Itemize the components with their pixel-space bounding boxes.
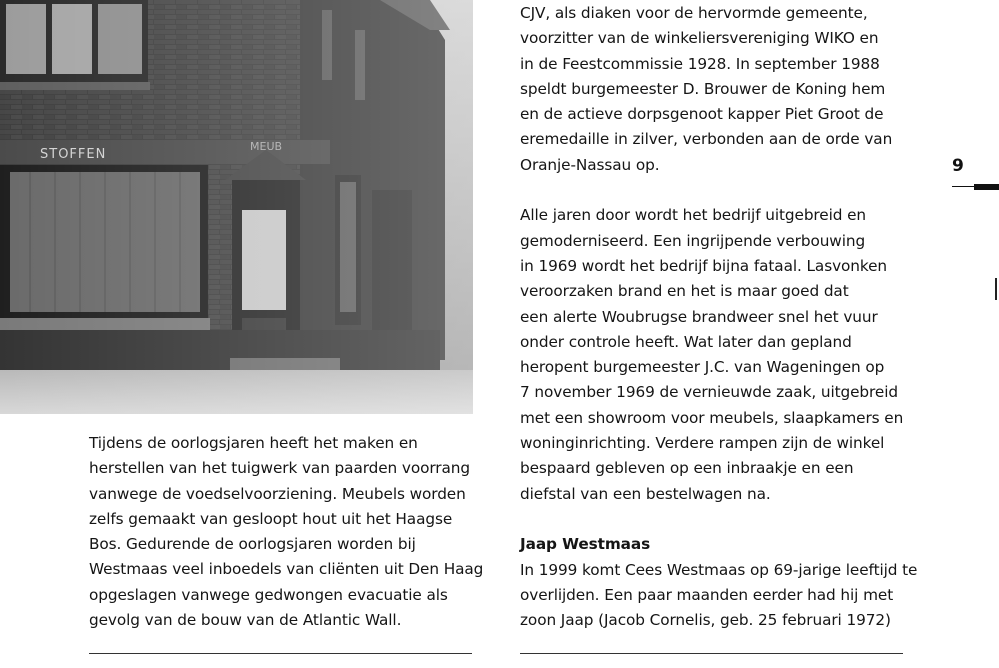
- text-line: vanwege de voedselvoorziening. Meubels worden: [89, 484, 466, 503]
- text-line: eremedaille in zilver, verbonden aan de orde van: [520, 130, 893, 149]
- paragraph-gap: [520, 178, 920, 203]
- text-line: Tijdens de oorlogsjaren heeft het maken en: [89, 434, 418, 452]
- storefront-photo: [0, 0, 473, 414]
- footer-rule-right: [520, 653, 903, 654]
- section-subheading: Jaap Westmaas: [520, 535, 651, 554]
- text-line: herstellen van het tuigwerk van paarden voorrang: [89, 459, 470, 478]
- text-line: heropent burgemeester J.C. van Wageningen op: [520, 358, 885, 377]
- text-line: in 1969 wordt het bedrijf bijna fataal. Lasvonken: [520, 256, 888, 275]
- storefront-illustration: [0, 0, 473, 414]
- page-number: 9: [952, 156, 964, 176]
- text-line: Westmaas veel inboedels van cliënten uit Den Haag: [89, 560, 484, 579]
- marker-line: [952, 186, 974, 187]
- paragraph-gap: [520, 507, 920, 532]
- text-line: bespaard gebleven op een inbraakje en een: [520, 459, 854, 478]
- text-line: zoon Jaap (Jacob Cornelis, geb. 25 februari 1972): [520, 611, 891, 630]
- text-line: zelfs gemaakt van gesloopt hout uit het Haagse: [89, 509, 453, 528]
- text-line: een alerte Woubrugse brandweer snel het vuur: [520, 307, 878, 326]
- text-line: Bos. Gedurende de oorlogsjaren worden bij: [89, 535, 416, 554]
- text-line: speldt burgemeester D. Brouwer de Koning hem: [520, 79, 886, 98]
- text-line: gemoderniseerd. Een ingrijpende verbouwing: [520, 231, 866, 250]
- text-line: onder controle heeft. Wat later dan gepland: [520, 332, 852, 351]
- marker-bar: [974, 184, 999, 190]
- page-number-marker: [952, 184, 999, 190]
- shop-sign-left: STOFFEN: [40, 147, 107, 162]
- text-line: en de actieve dorpsgenoot kapper Piet Groot de: [520, 105, 884, 124]
- text-line: opgeslagen vanwege gedwongen evacuatie als: [89, 585, 448, 604]
- text-line: diefstal van een bestelwagen na.: [520, 484, 771, 503]
- text-line: Alle jaren door wordt het bedrijf uitgebreid en: [520, 206, 867, 225]
- text-line: met een showroom voor meubels, slaapkamers en: [520, 408, 904, 427]
- text-line: In 1999 komt Cees Westmaas op 69-jarige leeftijd te: [520, 560, 918, 579]
- margin-tick: [995, 278, 997, 300]
- footer-rule-left: [89, 653, 472, 654]
- left-column-text: [89, 431, 484, 633]
- shop-sign-right: MEUB: [250, 140, 283, 153]
- text-line: CJV, als diaken voor de hervormde gemeente,: [520, 4, 868, 22]
- paragraph-1: [520, 1, 920, 178]
- text-line: woninginrichting. Verdere rampen zijn de winkel: [520, 434, 885, 453]
- text-line: in de Feestcommissie 1928. In september 1988: [520, 54, 880, 73]
- text-line: 7 november 1969 de vernieuwde zaak, uitgebreid: [520, 383, 898, 402]
- text-line: overlijden. Een paar maanden eerder had hij met: [520, 585, 894, 604]
- right-column-text: [520, 1, 920, 633]
- paragraph-2: [520, 203, 920, 507]
- paragraph-3: [520, 558, 920, 634]
- text-line: gevolg van de bouw van de Atlantic Wall.: [89, 611, 402, 630]
- text-line: voorzitter van de winkeliersvereniging WIKO en: [520, 29, 879, 48]
- text-line: veroorzaken brand en het is maar goed dat: [520, 282, 849, 301]
- text-line: Oranje-Nassau op.: [520, 155, 660, 174]
